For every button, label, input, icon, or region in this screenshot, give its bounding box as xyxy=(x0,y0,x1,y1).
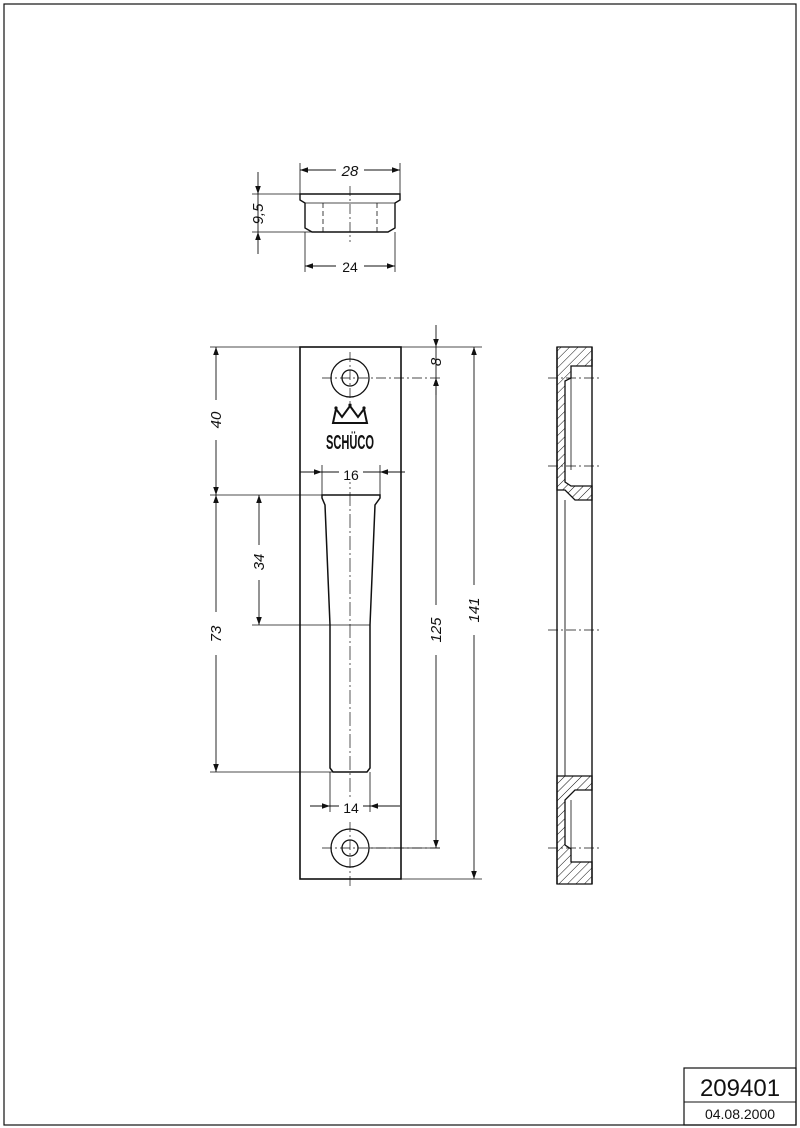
title-block xyxy=(684,1068,796,1125)
dim-slot-taper: 34 xyxy=(251,553,268,571)
dim-slot-bottom-width: 14 xyxy=(343,800,359,816)
slot xyxy=(322,470,380,810)
mounting-hole-lower xyxy=(322,822,440,888)
section-bottom-hatch xyxy=(557,776,592,884)
dim-height: 9,5 xyxy=(250,203,267,225)
drawing-date: 04.08.2000 xyxy=(704,1106,776,1122)
drawing-number: 209401 xyxy=(699,1075,781,1102)
mounting-hole-upper xyxy=(322,352,440,404)
front-view xyxy=(208,325,483,888)
side-section-view xyxy=(548,347,600,884)
slot-outline xyxy=(322,495,380,772)
dim-upper-section: 40 xyxy=(208,411,225,429)
crown-icon xyxy=(333,406,367,423)
schueco-logo xyxy=(326,403,409,455)
dim-overall-length: 141 xyxy=(466,597,483,623)
dim-top-offset: 8 xyxy=(428,357,445,367)
dim-width-top: 28 xyxy=(341,163,359,180)
dim-hole-spacing: 125 xyxy=(428,617,445,643)
logo-text: SCHÜCO xyxy=(326,431,409,455)
dim-slot-top-width: 16 xyxy=(343,467,359,483)
top-view xyxy=(250,160,400,275)
dim-width-bottom: 24 xyxy=(342,259,358,275)
section-top-hatch xyxy=(557,347,592,500)
dim-slot-length: 73 xyxy=(208,625,225,643)
